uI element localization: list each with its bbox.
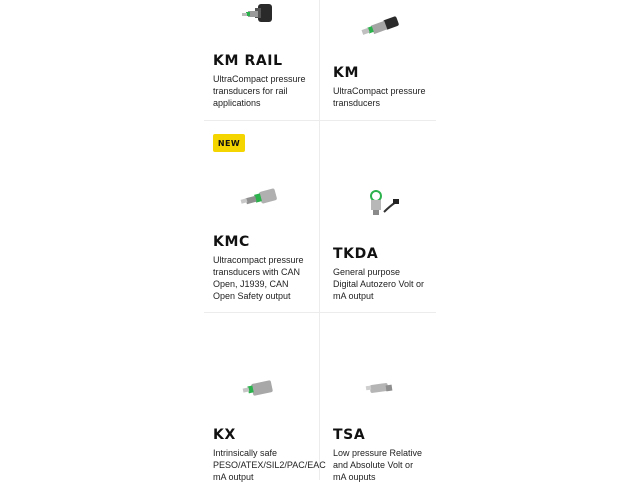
- product-title[interactable]: KMC: [213, 234, 250, 250]
- product-card-tkda[interactable]: [333, 246, 441, 302]
- product-description: UltraCompact pressure transducers for rail applications: [213, 74, 306, 108]
- pressure-transducer-icon[interactable]: [362, 190, 402, 222]
- product-card-km-rail[interactable]: [213, 53, 321, 109]
- product-description: Intrinsically safe PESO/ATEX/SIL2/PAC/EAC mA output: [213, 448, 326, 482]
- product-title[interactable]: KM RAIL: [213, 53, 283, 69]
- product-title[interactable]: KX: [213, 427, 236, 443]
- product-description: Low pressure Relative and Absolute Volt or mA ouputs: [333, 448, 423, 482]
- product-card-km[interactable]: [333, 65, 441, 109]
- product-card-tsa[interactable]: [333, 427, 441, 483]
- new-badge: NEW: [213, 134, 245, 152]
- pressure-transducer-icon[interactable]: [362, 376, 398, 400]
- product-description: UltraCompact pressure transducers: [333, 86, 426, 108]
- product-title[interactable]: TKDA: [333, 246, 379, 262]
- row-divider: [204, 120, 436, 121]
- pressure-transducer-icon[interactable]: [358, 14, 404, 44]
- product-title[interactable]: TSA: [333, 427, 366, 443]
- product-title[interactable]: KM: [333, 65, 359, 81]
- pressure-transducer-icon[interactable]: [240, 376, 280, 404]
- product-description: General purpose Digital Autozero Volt or mA output: [333, 267, 425, 301]
- product-card-kx[interactable]: [213, 427, 326, 483]
- pressure-transducer-icon[interactable]: [238, 184, 282, 214]
- product-card-kmc[interactable]: [213, 234, 321, 302]
- pressure-transducer-icon[interactable]: [240, 2, 280, 32]
- product-description: Ultracompact pressure transducers with CAN Open, J1939, CAN Open Safety output: [213, 255, 304, 301]
- row-divider: [204, 312, 436, 313]
